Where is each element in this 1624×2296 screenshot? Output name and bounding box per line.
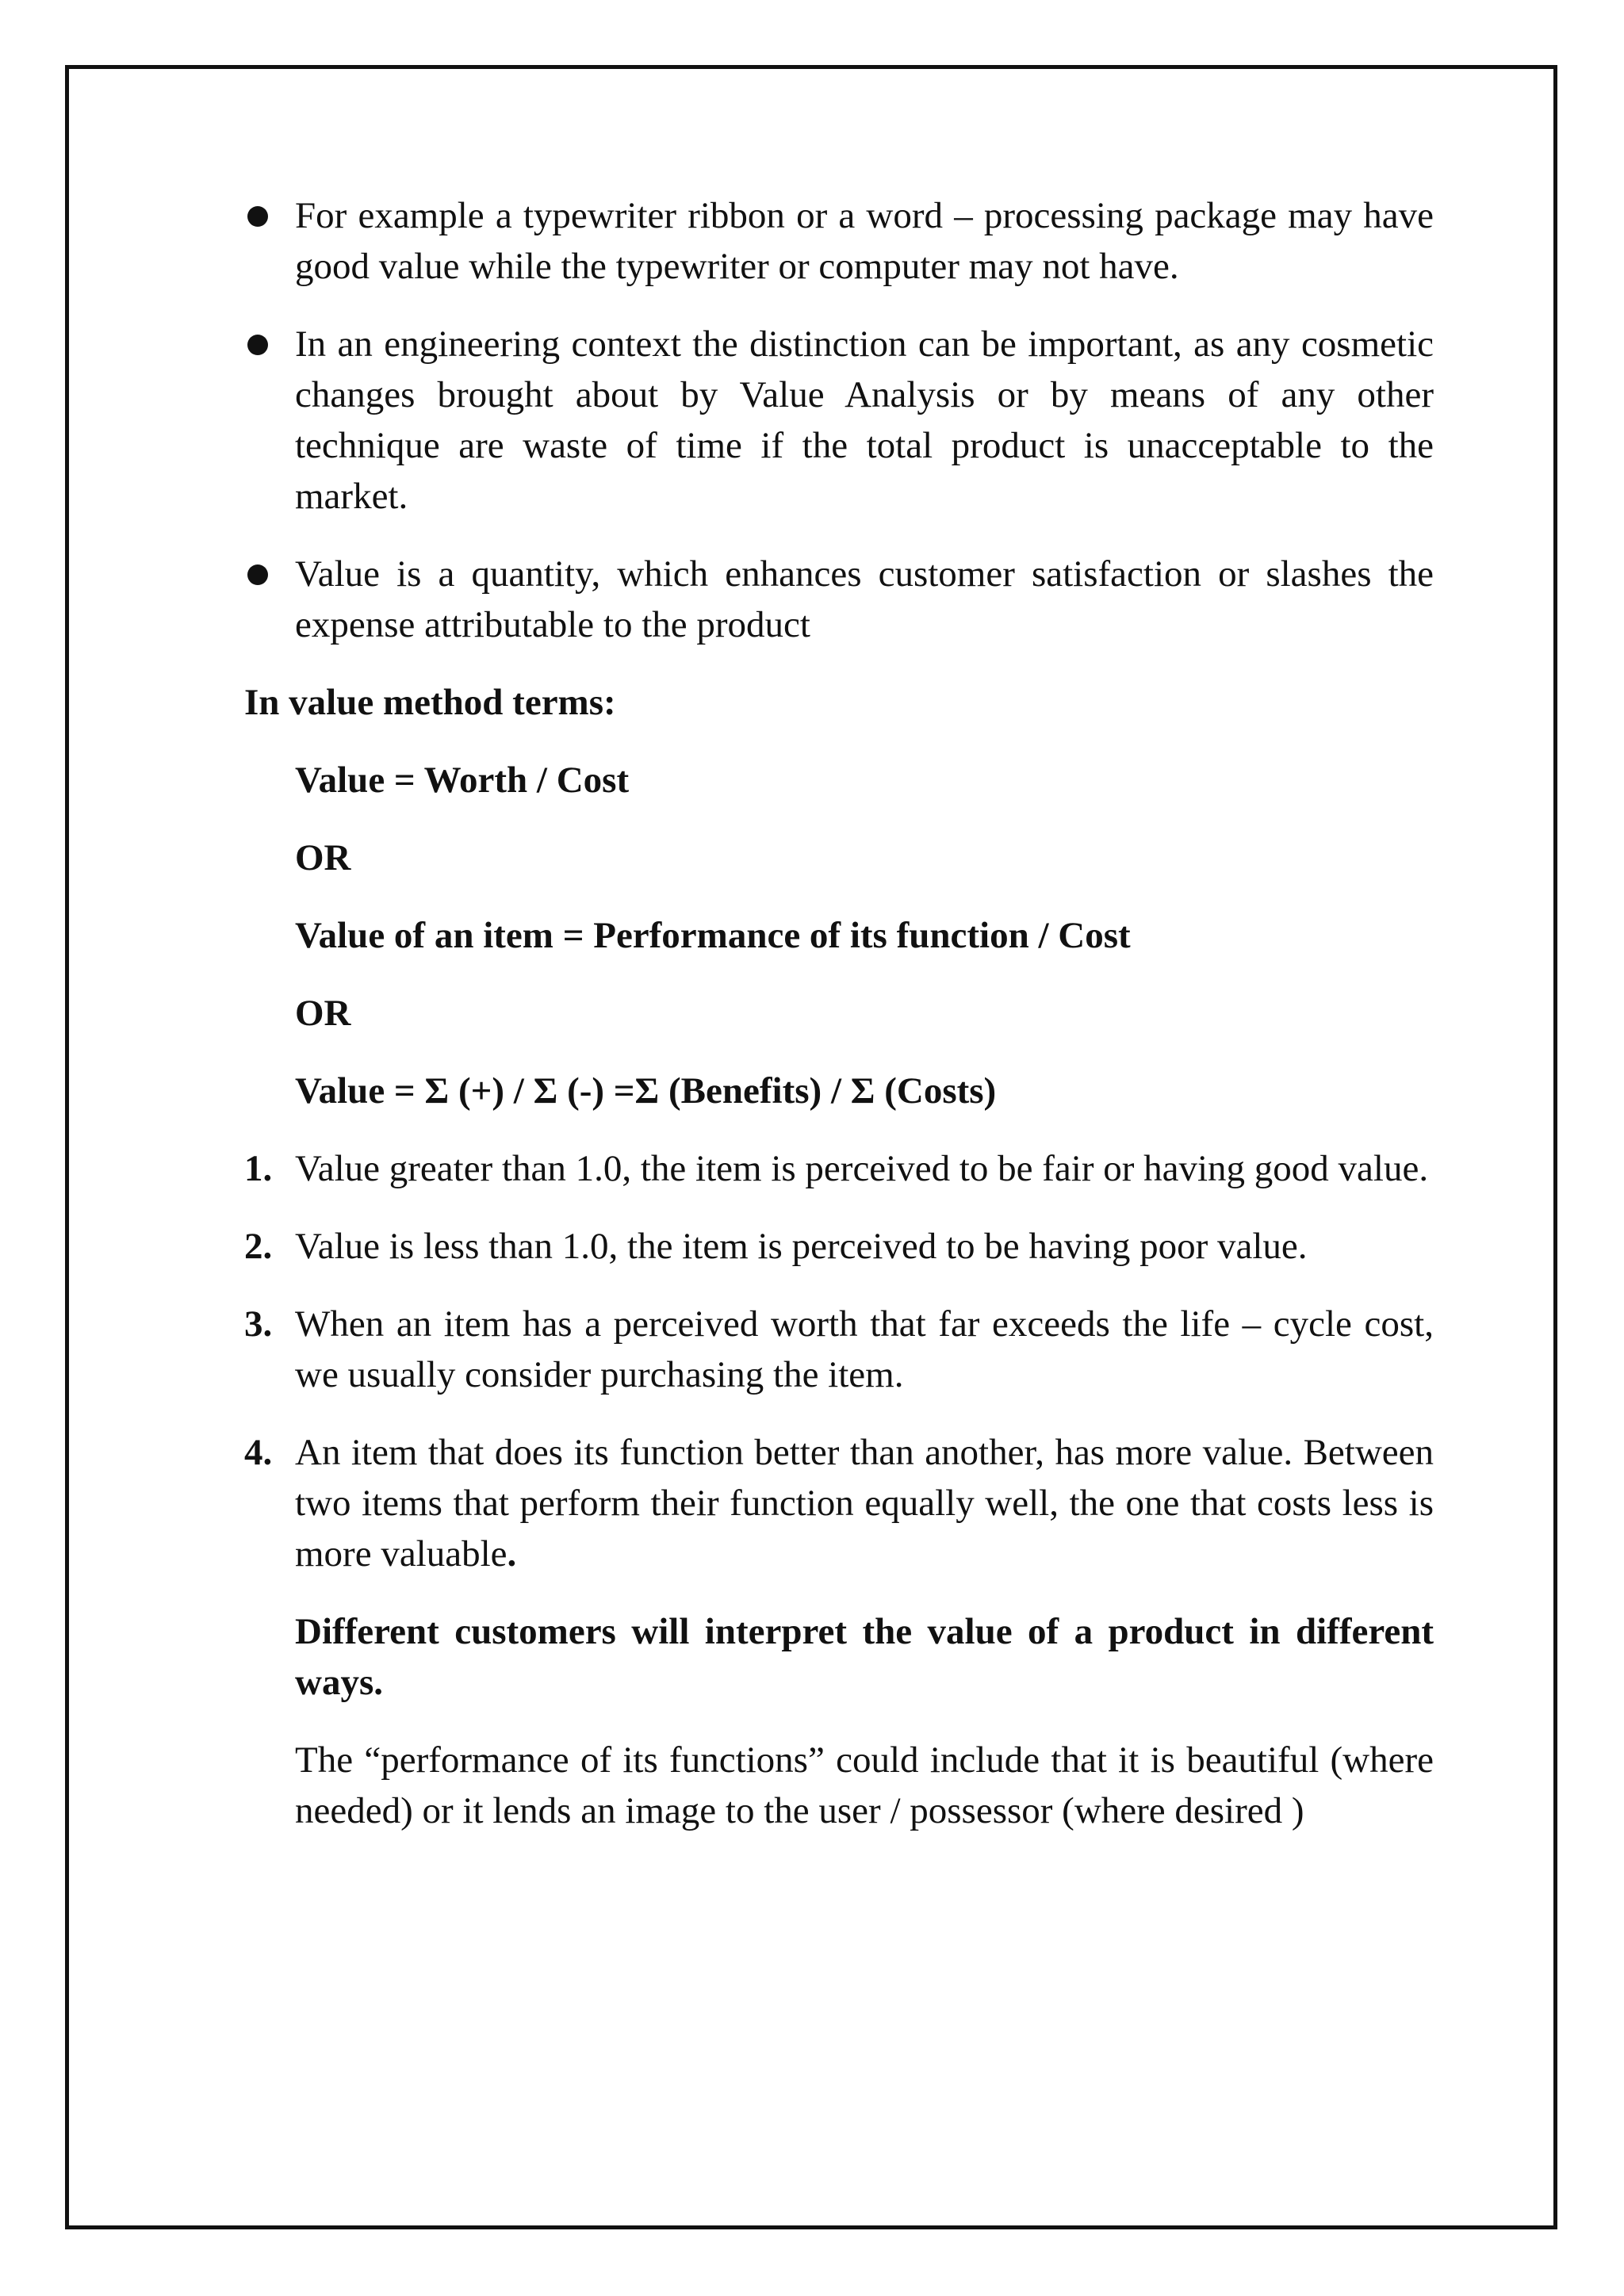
bullet-text: In an engineering context the distinction can be important, as any cosmetic changes brought about by Value Analysis or by means of any other technique are waste of time if the total product is unacceptable to the market.	[295, 323, 1434, 517]
formula-or: OR	[295, 837, 351, 878]
numbered-item	[244, 1221, 1434, 1272]
item-trailing-period: .	[507, 1533, 517, 1575]
formula-value-performance-cost: Value of an item = Performance of its function / Cost	[295, 915, 1131, 956]
item-text: Value is less than 1.0, the item is perceived to be having poor value.	[295, 1226, 1308, 1267]
bullet-item	[244, 549, 1434, 650]
formula-or: OR	[295, 993, 351, 1034]
document-body	[244, 190, 1434, 1863]
formula-value-benefits-costs: Value = Σ (+) / Σ (-) =Σ (Benefits) / Σ (Costs)	[295, 1070, 997, 1112]
item-text: Value greater than 1.0, the item is perceived to be fair or having good value.	[295, 1148, 1429, 1189]
bullet-item	[244, 319, 1434, 522]
numbered-item	[244, 1427, 1434, 1579]
bullet-icon	[247, 206, 268, 227]
item-number: 1.	[244, 1148, 273, 1189]
item-number: 2.	[244, 1226, 273, 1267]
bold-statement: Different customers will interpret the value of a product in different ways.	[295, 1611, 1434, 1703]
bullet-text: For example a typewriter ribbon or a word – processing package may have good value while the typewriter or computer may not have.	[295, 195, 1434, 287]
bullet-icon	[247, 335, 268, 355]
item-text: An item that does its function better than another, has more value. Between two items that perform their function equally well, the one that costs less is more valuable	[295, 1432, 1434, 1575]
numbered-item	[244, 1143, 1434, 1194]
item-number: 4.	[244, 1432, 273, 1473]
bullet-item	[244, 190, 1434, 292]
item-text: When an item has a perceived worth that far exceeds the life – cycle cost, we usually consider purchasing the item.	[295, 1303, 1434, 1395]
formula-value-worth-cost: Value = Worth / Cost	[295, 760, 630, 801]
item-number: 3.	[244, 1303, 273, 1345]
section-heading: In value method terms:	[244, 682, 616, 723]
bullet-icon	[247, 564, 268, 585]
numbered-item	[244, 1299, 1434, 1400]
bullet-text: Value is a quantity, which enhances customer satisfaction or slashes the expense attributable to the product	[295, 553, 1434, 645]
closing-paragraph: The “performance of its functions” could include that it is beautiful (where needed) or it lends an image to the user / possessor (where desired )	[295, 1739, 1434, 1831]
